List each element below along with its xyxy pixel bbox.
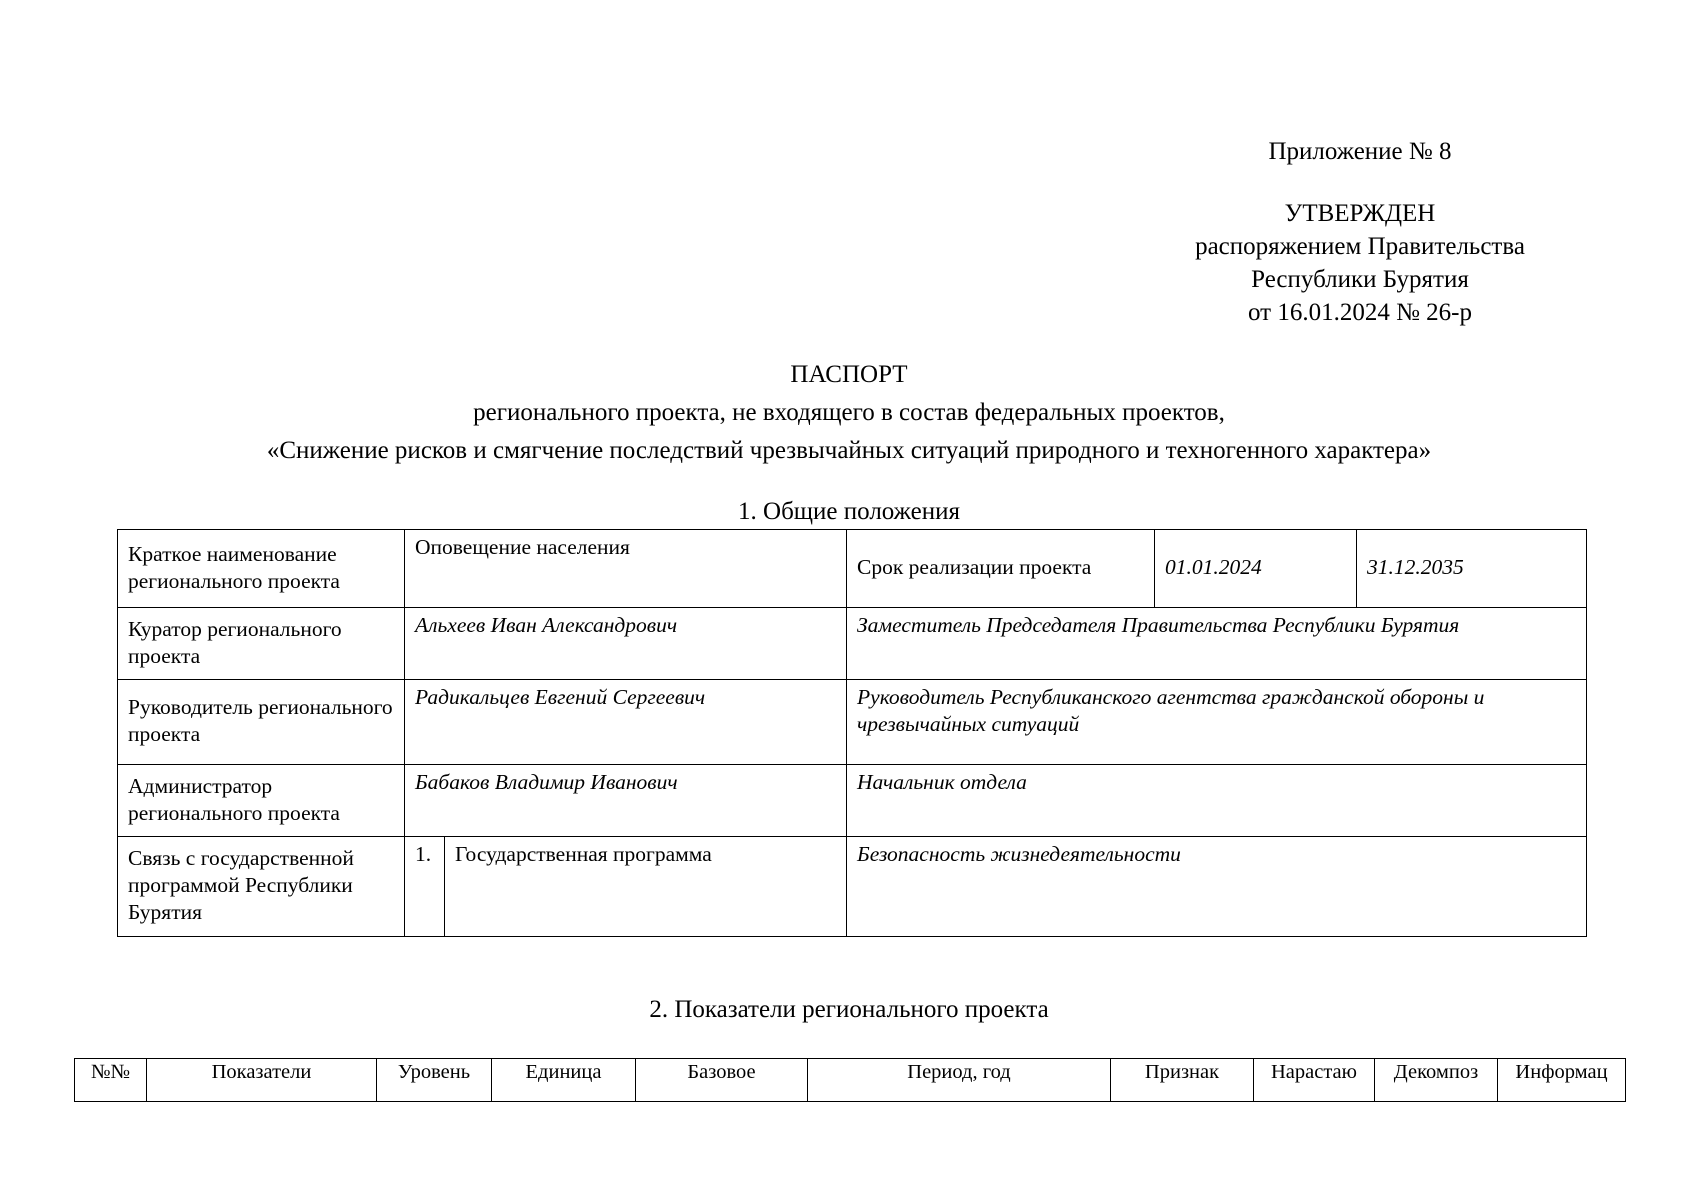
head-name: Радикальцев Евгений Сергеевич [405,680,847,765]
short-name-value: Оповещение населения [405,530,847,608]
state-program-number: 1. [405,837,445,937]
col-header-information: Информац [1498,1059,1626,1102]
state-program-name: Безопасность жизнедеятельности [847,837,1587,937]
col-header-indicators: Показатели [147,1059,377,1102]
administrator-position: Начальник отдела [847,765,1587,837]
short-name-label: Краткое наименование регионального проекта [118,530,405,608]
col-header-decomposition: Декомпоз [1375,1059,1498,1102]
state-program-type: Государственная программа [445,837,847,937]
administrator-name: Бабаков Владимир Иванович [405,765,847,837]
section-indicators-heading: 2. Показатели регионального проекта [649,996,1049,1023]
start-date: 01.01.2024 [1155,530,1357,608]
approval-authority-region: Республики Бурятия [1251,266,1469,293]
period-label: Срок реализации проекта [847,530,1155,608]
curator-label: Куратор регионального проекта [118,608,405,680]
indicators-table [74,1058,1626,1102]
col-header-cumulative: Нарастаю [1254,1059,1375,1102]
approval-date: от 16.01.2024 № 26-р [1247,299,1473,326]
approval-block [1160,135,1560,329]
section-general-heading: 1. Общие положения [738,498,960,525]
state-program-label: Связь с государственной программой Республики Бурятия [118,837,405,937]
col-header-unit: Единица [492,1059,636,1102]
table-row [118,608,1587,680]
head-position: Руководитель Республиканского агентства гражданской обороны и чрезвычайных ситуаций [847,680,1587,765]
col-header-number: №№ [75,1059,147,1102]
document-title: ПАСПОРТ [790,361,908,388]
col-header-period: Период, год [808,1059,1111,1102]
administrator-label: Администратор регионального проекта [118,765,405,837]
table-row [118,530,1587,608]
col-header-level: Уровень [377,1059,492,1102]
table-row [118,680,1587,765]
document-subtitle: регионального проекта, не входящего в состав федеральных проектов, [473,399,1225,426]
curator-name: Альхеев Иван Александрович [405,608,847,680]
col-header-attribute: Признак [1111,1059,1254,1102]
table-header-row [75,1059,1626,1102]
document-title-block [0,356,1698,470]
approval-stamp: УТВЕРЖДЕН [1284,200,1436,227]
general-provisions-table [117,529,1587,937]
annex-number: Приложение № 8 [1268,138,1452,165]
curator-position: Заместитель Председателя Правительства Республики Бурятия [847,608,1587,680]
end-date: 31.12.2035 [1357,530,1587,608]
project-name: «Снижение рисков и смягчение последствий чрезвычайных ситуаций природного и техногенного характера» [266,437,1432,464]
head-label: Руководитель регионального проекта [118,680,405,765]
approval-authority: распоряжением Правительства [1195,233,1525,260]
table-row [118,837,1587,937]
table-row [118,765,1587,837]
col-header-base: Базовое [636,1059,808,1102]
